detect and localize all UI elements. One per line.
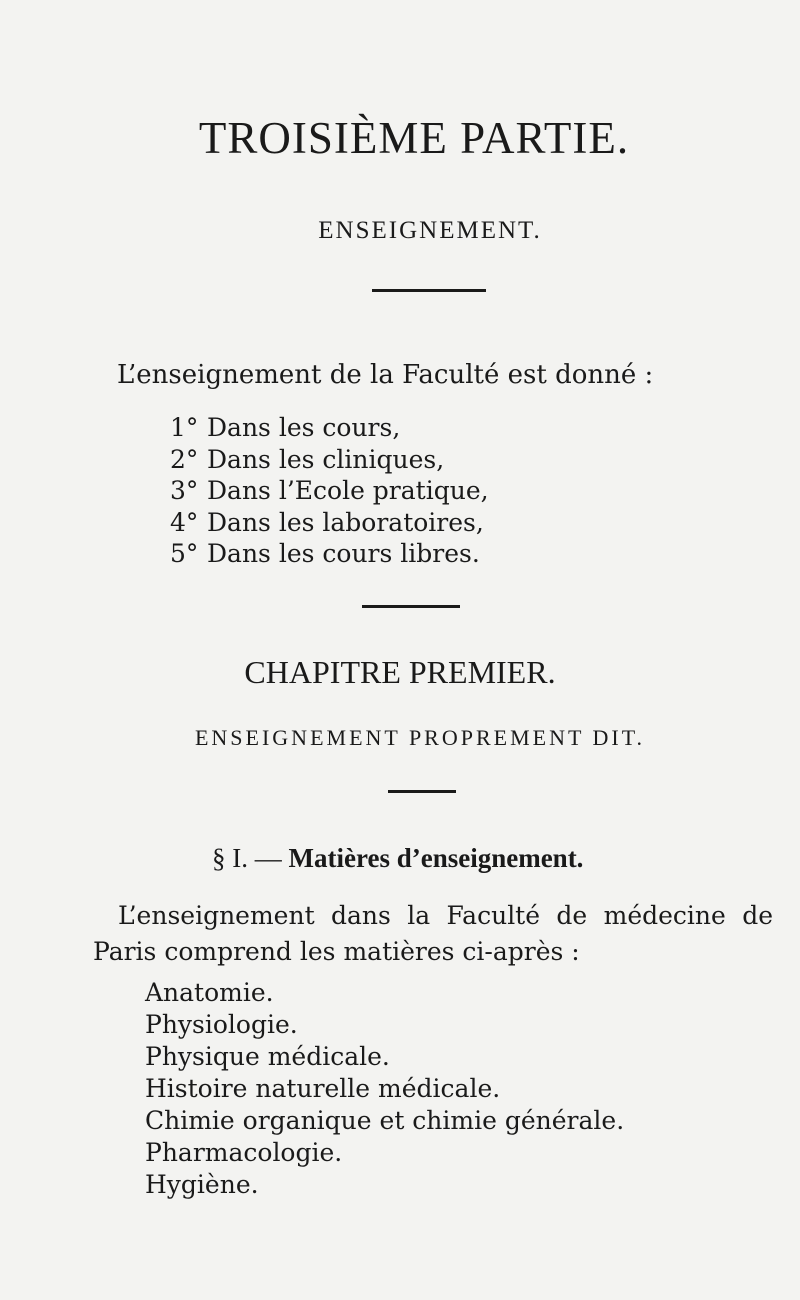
list-item-number: 5° [170, 539, 199, 568]
intro-text: L’enseignement de la Faculté est donné : [117, 360, 654, 390]
list-item-number: 1° [170, 413, 199, 442]
list-item [170, 538, 489, 570]
list-item-text: Dans les cours, [207, 413, 401, 442]
list-item: Chimie organique et chimie générale. [145, 1106, 625, 1135]
list-item: Anatomie. [145, 978, 274, 1007]
list-item-text: Dans les cliniques, [207, 444, 445, 474]
section-number: § I. — [212, 843, 289, 873]
part-title: TROISIÈME PARTIE. [198, 113, 630, 163]
list-item: Pharmacologie. [145, 1138, 343, 1167]
list-item-number: 4° [170, 507, 199, 537]
divider-rule [372, 289, 486, 292]
list-item [170, 444, 489, 476]
divider-rule [388, 790, 456, 793]
list-item-text: Dans les cours libres. [207, 539, 480, 568]
list-item [170, 475, 489, 507]
subjects-list [145, 977, 624, 1201]
list-item [170, 507, 489, 539]
chapter-title: CHAPITRE PREMIER. [244, 654, 556, 690]
list-item: Histoire naturelle médicale. [145, 1074, 501, 1103]
teaching-modes-list [170, 412, 489, 570]
list-item-text: Dans les laboratoires, [207, 507, 484, 537]
section-heading [212, 843, 583, 874]
chapter-subtitle: ENSEIGNEMENT PROPREMENT DIT. [194, 725, 646, 750]
part-subtitle: ENSEIGNEMENT. [318, 217, 542, 244]
list-item-number: 3° [170, 476, 199, 505]
body-paragraph: L’enseignement dans la Faculté de médecine de Paris comprend les matières ci-après : [93, 901, 773, 966]
list-item-number: 2° [170, 444, 199, 474]
divider-rule [362, 605, 460, 608]
list-item: Hygiène. [145, 1170, 259, 1199]
list-item: Physiologie. [145, 1010, 298, 1039]
section-title: Matières d’enseignement. [288, 843, 584, 873]
list-item [170, 412, 489, 444]
list-item: Physique médicale. [145, 1042, 390, 1071]
list-item-text: Dans l’Ecole pratique, [207, 476, 489, 505]
